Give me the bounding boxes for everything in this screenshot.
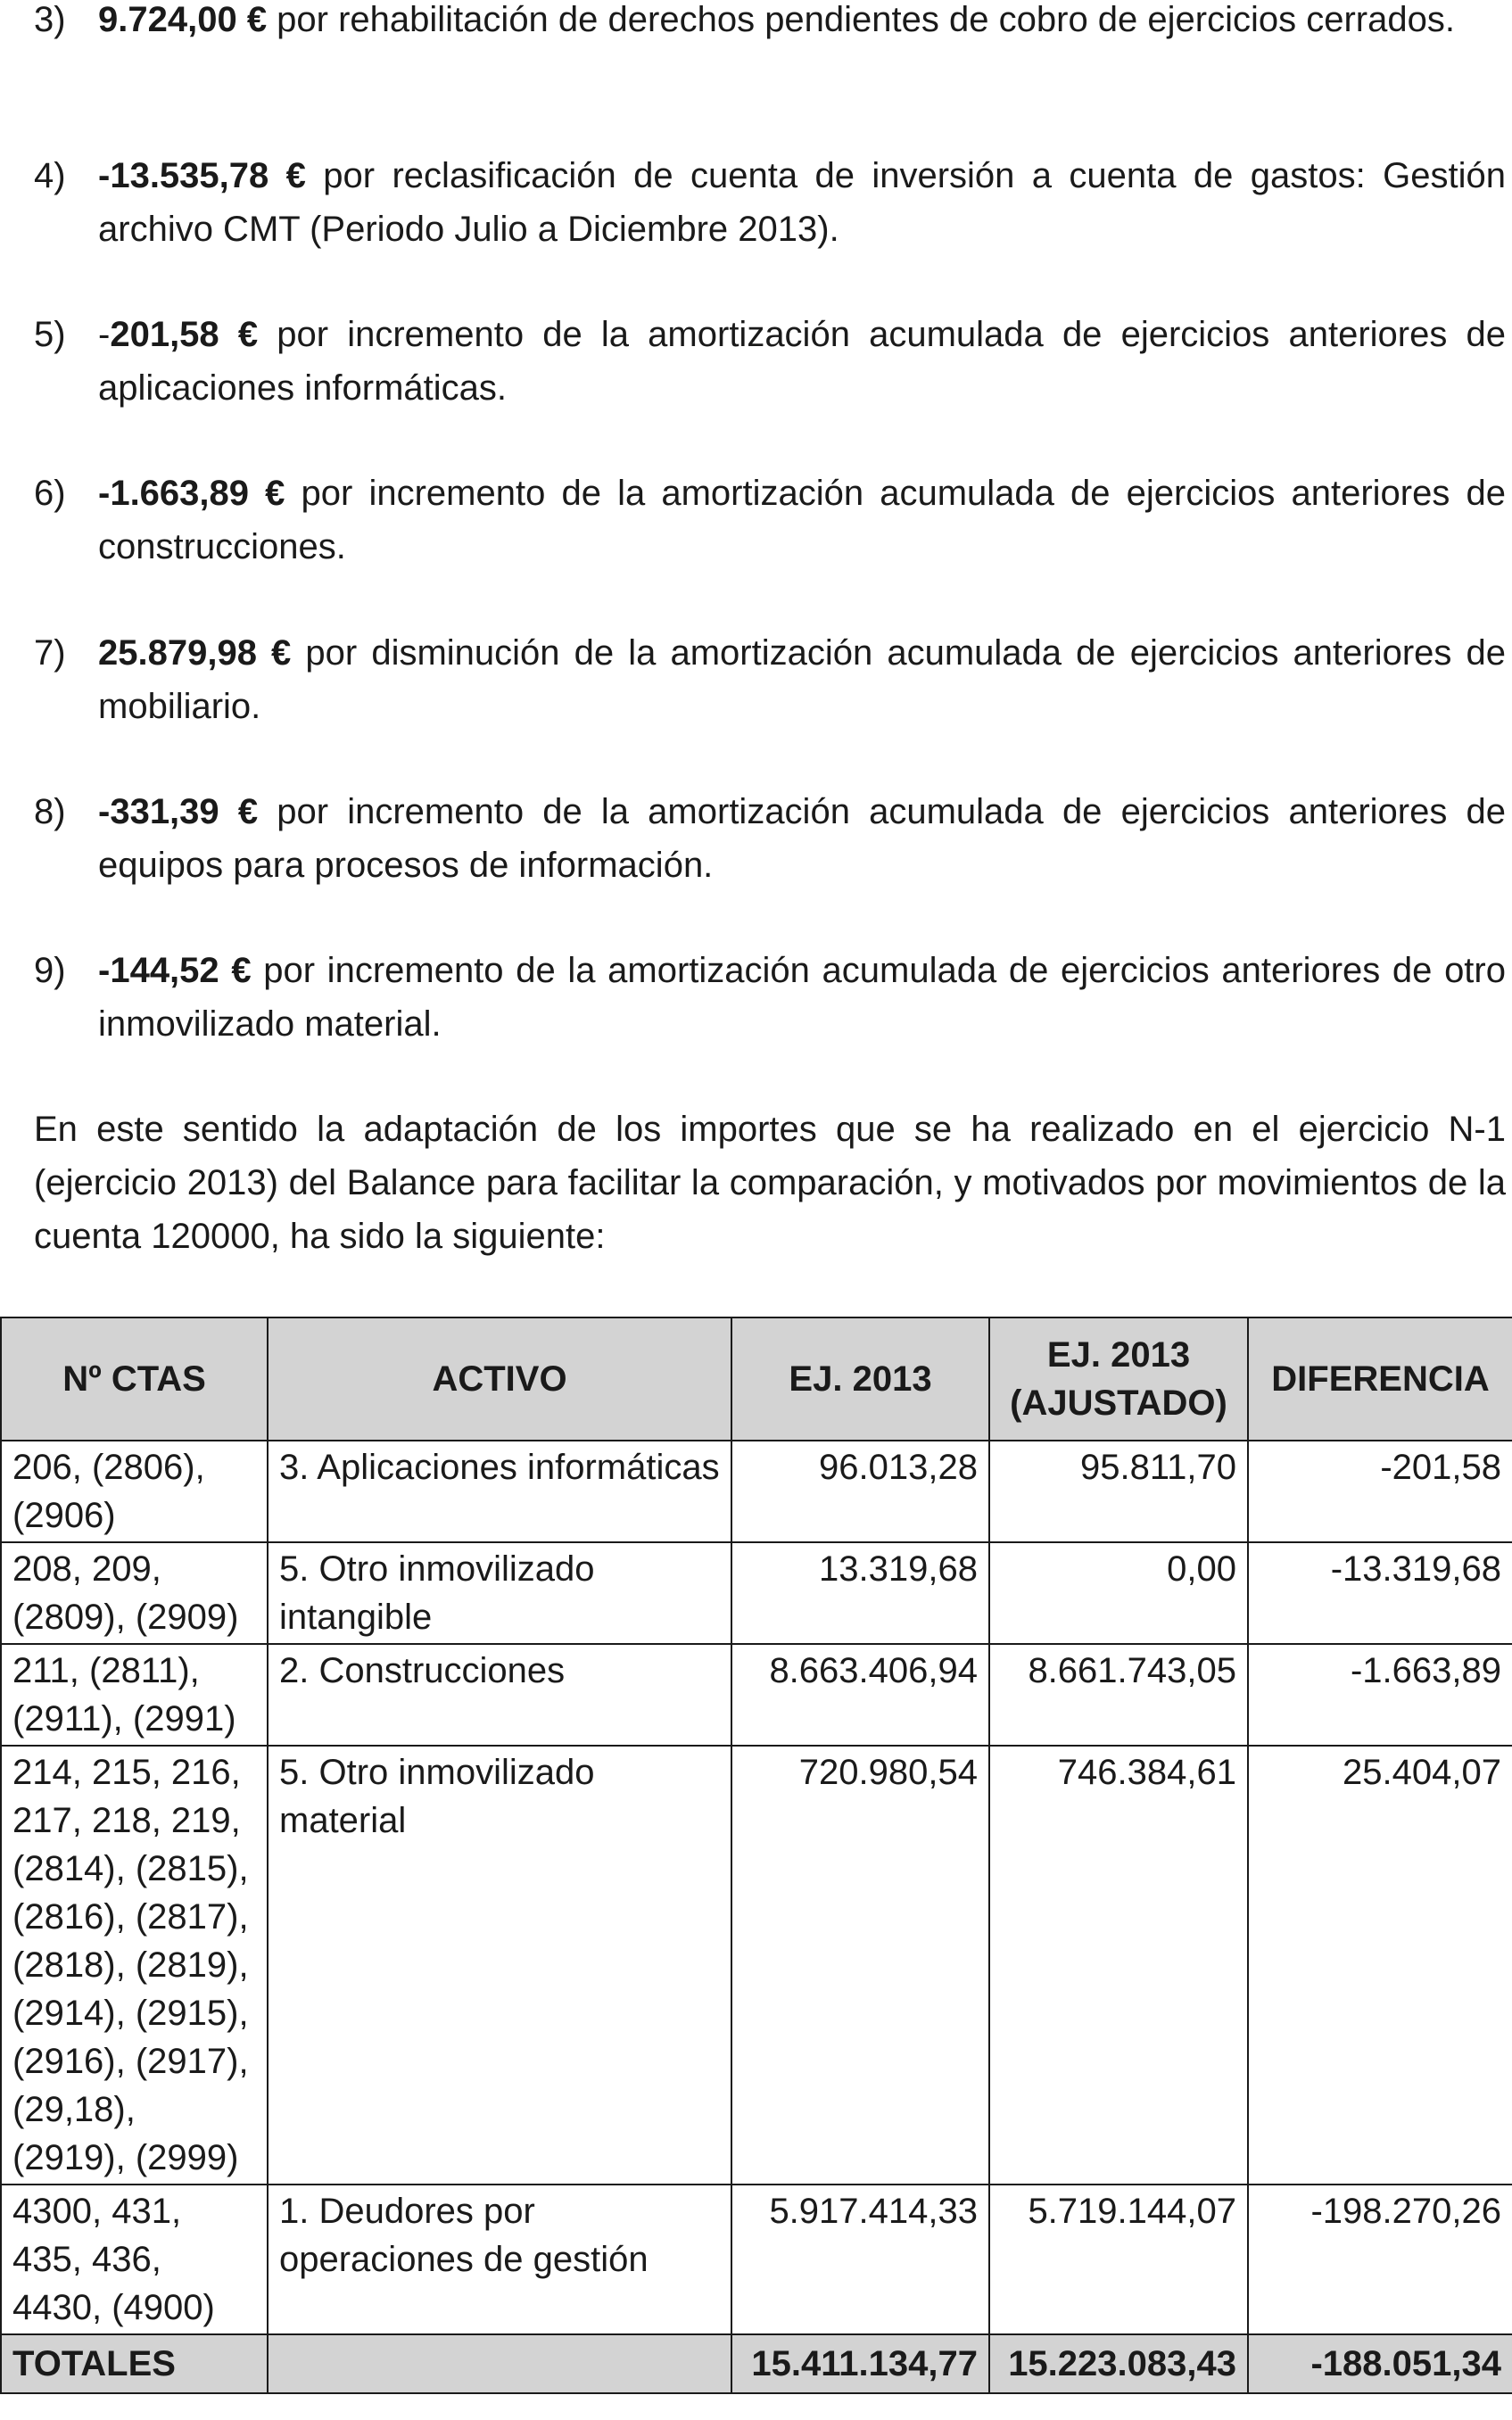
- cell-ctas: 214, 215, 216, 217, 218, 219, (2814), (2815), (2816), (2817), (2818), (2819), (2914), (2915), (2916), (2917), (29,18), (2919), (2999): [1, 1746, 268, 2185]
- table-row: [1, 1441, 1512, 1542]
- cell-activo: 5. Otro inmovilizado material: [268, 1746, 731, 2185]
- cell-ej2013: 13.319,68: [731, 1542, 989, 1644]
- list-item-8: [34, 785, 1506, 892]
- table-row: [1, 1644, 1512, 1746]
- intro-paragraph: En este sentido la adaptación de los importes que se ha realizado en el ejercicio N-1 (ejercicio 2013) del Balance para facilitar la comparación, y motivados por movimientos de la cuenta 120000, ha sido la siguiente:: [34, 1110, 1506, 1256]
- cell-ej2013: 96.013,28: [731, 1441, 989, 1542]
- list-text: 25.879,98 € por disminución de la amortización acumulada de ejercicios anteriores de mobiliario.: [98, 633, 1507, 726]
- amount: -1.663,89 €: [98, 474, 285, 513]
- cell-ajustado: 8.661.743,05: [989, 1644, 1248, 1746]
- list-text: -331,39 € por incremento de la amortización acumulada de ejercicios anteriores de equipos para procesos de información.: [98, 792, 1506, 885]
- list-number: 5): [34, 315, 66, 354]
- table-row: [1, 1542, 1512, 1644]
- cell-diferencia: 25.404,07: [1248, 1746, 1512, 2185]
- totals-ej2013: 15.411.134,77: [731, 2334, 989, 2393]
- list-number: 7): [34, 633, 66, 673]
- list-text: -13.535,78 € por reclasificación de cuenta de inversión a cuenta de gastos: Gestión archivo CMT (Periodo Julio a Diciembre 2013).: [98, 156, 1506, 249]
- list-text: 9.724,00 € por rehabilitación de derechos pendientes de cobro de ejercicios cerrados.: [98, 0, 1455, 39]
- cell-diferencia: -198.270,26: [1248, 2185, 1512, 2334]
- amount: -13.535,78 €: [98, 156, 306, 195]
- list-item-6: [34, 467, 1506, 574]
- amount: -331,39 €: [98, 792, 259, 831]
- cell-ctas: 4300, 431, 435, 436, 4430, (4900): [1, 2185, 268, 2334]
- totals-diferencia: -188.051,34: [1248, 2334, 1512, 2393]
- list-number: 8): [34, 792, 66, 831]
- list-item-4: [34, 149, 1506, 256]
- header-ej2013-ajustado: EJ. 2013 (AJUSTADO): [989, 1317, 1248, 1441]
- balance-table: [0, 1317, 1512, 2394]
- list-number: 3): [34, 0, 66, 39]
- list-text: -1.663,89 € por incremento de la amortización acumulada de ejercicios anteriores de construcciones.: [98, 474, 1506, 566]
- cell-ajustado: 95.811,70: [989, 1441, 1248, 1542]
- totals-ajustado: 15.223.083,43: [989, 2334, 1248, 2393]
- totals-label: TOTALES: [1, 2334, 268, 2393]
- table-header-row: [1, 1317, 1512, 1441]
- cell-ctas: 208, 209, (2809), (2909): [1, 1542, 268, 1644]
- cell-ajustado: 0,00: [989, 1542, 1248, 1644]
- header-ctas: Nº CTAS: [1, 1317, 268, 1441]
- amount: 25.879,98 €: [98, 633, 292, 673]
- list-item-3: [34, 0, 1506, 46]
- cell-activo: 1. Deudores por operaciones de gestión: [268, 2185, 731, 2334]
- header-activo: ACTIVO: [268, 1317, 731, 1441]
- cell-activo: 3. Aplicaciones informáticas: [268, 1441, 731, 1542]
- amount: 201,58 €: [110, 315, 259, 354]
- cell-ej2013: 8.663.406,94: [731, 1644, 989, 1746]
- totals-activo: [268, 2334, 731, 2393]
- table-row: [1, 2185, 1512, 2334]
- list-text: -144,52 € por incremento de la amortización acumulada de ejercicios anteriores de otro inmovilizado material.: [98, 951, 1506, 1044]
- totals-row: [1, 2334, 1512, 2393]
- cell-ctas: 211, (2811), (2911), (2991): [1, 1644, 268, 1746]
- amount-prefix: -: [98, 315, 111, 354]
- cell-ajustado: 5.719.144,07: [989, 2185, 1248, 2334]
- amount: 9.724,00 €: [98, 0, 268, 39]
- list-number: 9): [34, 951, 66, 990]
- header-ej2013: EJ. 2013: [731, 1317, 989, 1441]
- cell-diferencia: -13.319,68: [1248, 1542, 1512, 1644]
- list-item-5: [34, 308, 1506, 415]
- header-diferencia: DIFERENCIA: [1248, 1317, 1512, 1441]
- cell-ej2013: 5.917.414,33: [731, 2185, 989, 2334]
- list-number: 4): [34, 156, 66, 195]
- cell-diferencia: -1.663,89: [1248, 1644, 1512, 1746]
- cell-ej2013: 720.980,54: [731, 1746, 989, 2185]
- cell-ctas: 206, (2806), (2906): [1, 1441, 268, 1542]
- table-row: [1, 1746, 1512, 2185]
- amount: -144,52 €: [98, 951, 252, 990]
- cell-ajustado: 746.384,61: [989, 1746, 1248, 2185]
- list-item-7: [34, 626, 1506, 733]
- list-text: -201,58 € por incremento de la amortización acumulada de ejercicios anteriores de aplicaciones informáticas.: [98, 315, 1506, 408]
- list-number: 6): [34, 474, 66, 513]
- cell-diferencia: -201,58: [1248, 1441, 1512, 1542]
- cell-activo: 5. Otro inmovilizado intangible: [268, 1542, 731, 1644]
- cell-activo: 2. Construcciones: [268, 1644, 731, 1746]
- list-item-9: [34, 944, 1506, 1051]
